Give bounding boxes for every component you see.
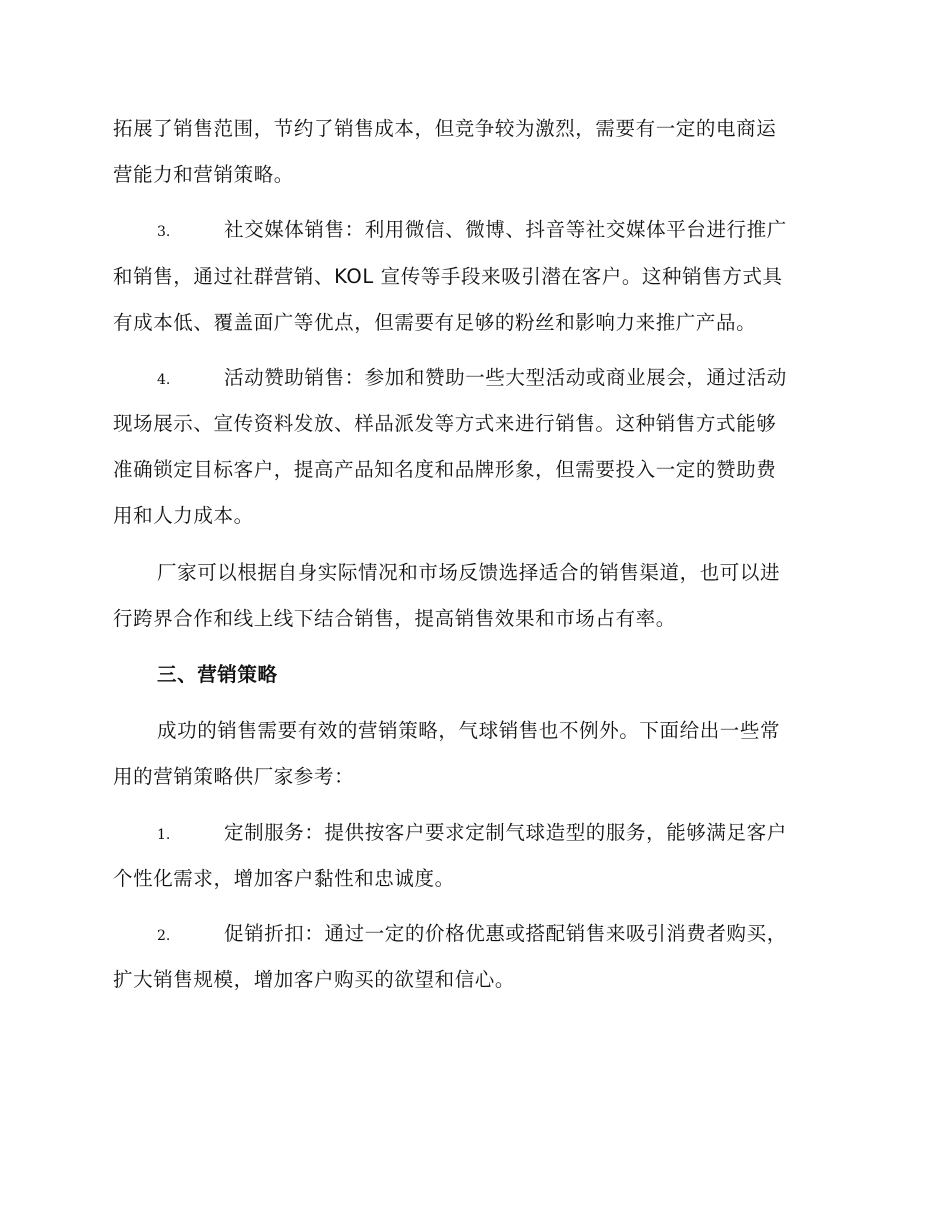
list-item-line: 和销售，通过社群营销、KOL 宣传等手段来吸引潜在客户。这种销售方式具	[113, 265, 783, 288]
list-item-line: 个性化需求，增加客户黏性和忠诚度。	[113, 867, 455, 890]
list-item-line: 有成本低、覆盖面广等优点，但需要有足够的粉丝和影响力来推广产品。	[113, 311, 757, 334]
paragraph-line: 营能力和营销策略。	[113, 163, 294, 186]
paragraph-line: 行跨界合作和线上线下结合销售，提高销售效果和市场占有率。	[113, 607, 676, 630]
list-item-line: 社交媒体销售：利用微信、微博、抖音等社交媒体平台进行推广	[224, 218, 787, 241]
list-item-line: 促销折扣：通过一定的价格优惠或搭配销售来吸引消费者购买，	[224, 922, 787, 945]
paragraph-line: 用的营销策略供厂家参考：	[113, 765, 355, 788]
list-number: 1.	[157, 827, 171, 843]
list-item-line: 用和人力成本。	[113, 504, 254, 527]
list-number: 4.	[157, 372, 171, 388]
list-number: 3.	[157, 224, 171, 240]
list-number: 2.	[157, 928, 171, 944]
list-item-line: 活动赞助销售：参加和赞助一些大型活动或商业展会，通过活动	[224, 366, 787, 389]
list-item-line: 现场展示、宣传资料发放、样品派发等方式来进行销售。这种销售方式能够	[113, 412, 777, 435]
paragraph-line: 成功的销售需要有效的营销策略，气球销售也不例外。下面给出一些常	[157, 719, 781, 742]
paragraph-line: 厂家可以根据自身实际情况和市场反馈选择适合的销售渠道，也可以进	[157, 561, 781, 584]
paragraph-line: 拓展了销售范围，节约了销售成本，但竞争较为激烈，需要有一定的电商运	[113, 117, 777, 140]
list-item-line: 扩大销售规模，增加客户购买的欲望和信心。	[113, 968, 516, 991]
section-heading: 三、营销策略	[157, 663, 278, 686]
list-item-line: 准确锁定目标客户，提高产品知名度和品牌形象，但需要投入一定的赞助费	[113, 458, 777, 481]
list-item-line: 定制服务：提供按客户要求定制气球造型的服务，能够满足客户	[224, 821, 787, 844]
